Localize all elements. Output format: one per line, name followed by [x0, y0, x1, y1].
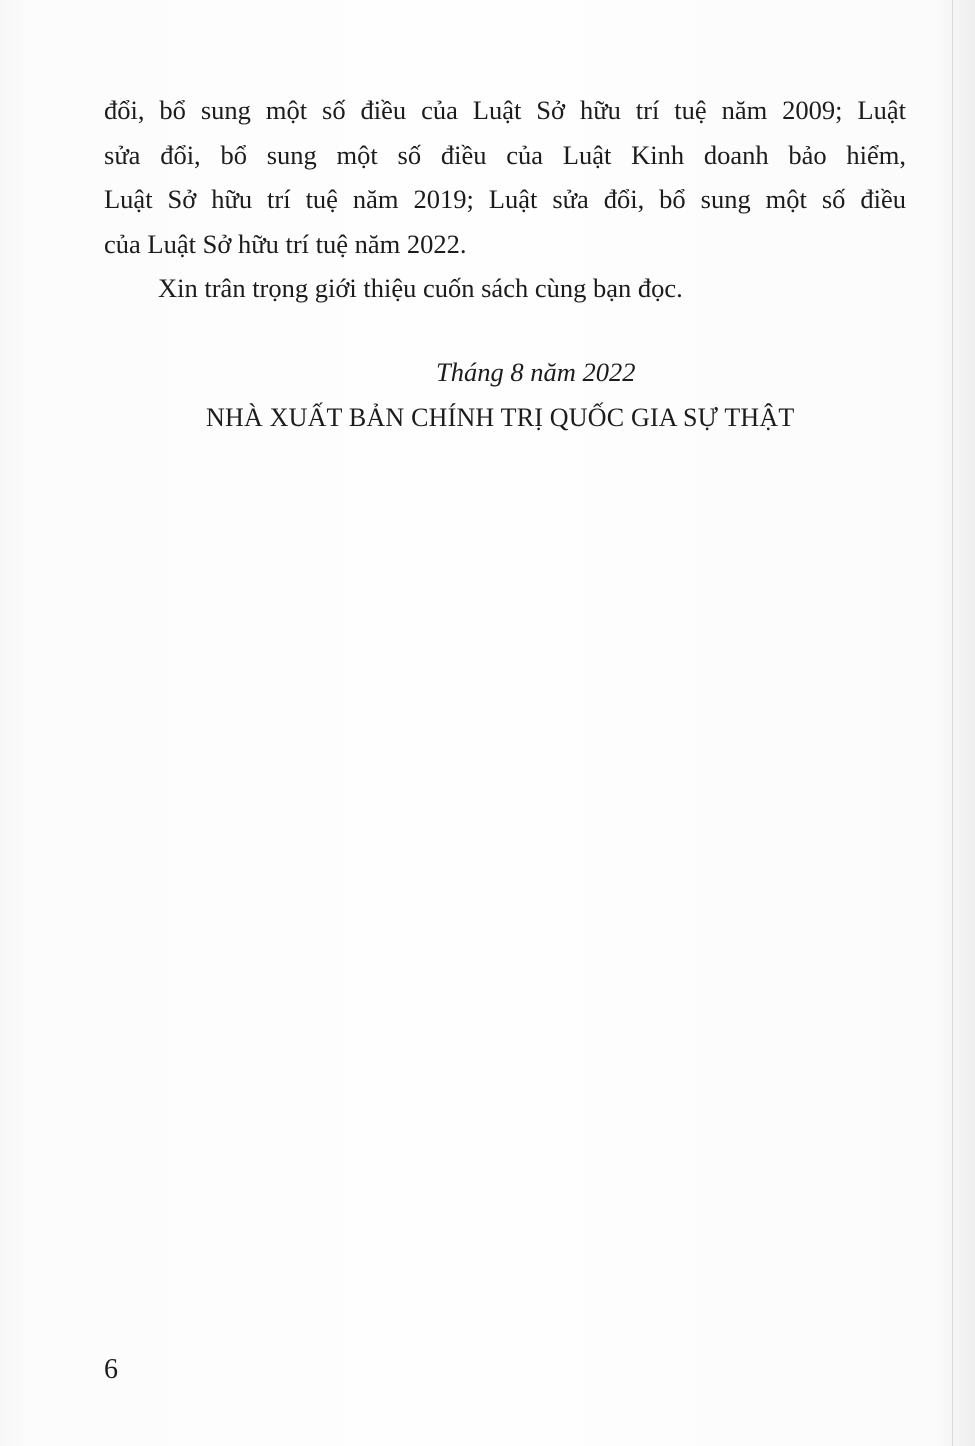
page-number: 6 [104, 1354, 118, 1385]
signature-date: Tháng 8 năm 2022 [436, 357, 636, 387]
paragraph-line: sửa đổi, bổ sung một số điều của Luật Kinh doanh bảo hiểm, [104, 139, 906, 170]
publisher-signature: NHÀ XUẤT BẢN CHÍNH TRỊ QUỐC GIA SỰ THẬT [206, 403, 795, 432]
body-text [104, 88, 906, 311]
page-edge-line [952, 0, 953, 1446]
paragraph-line: đổi, bổ sung một số điều của Luật Sở hữu trí tuệ năm 2009; Luật [104, 95, 906, 125]
paragraph-continuation [104, 88, 906, 266]
paragraph-line: của Luật Sở hữu trí tuệ năm 2022. [104, 228, 467, 259]
paragraph-line: Luật Sở hữu trí tuệ năm 2019; Luật sửa đổi, bổ sung một số điều [104, 184, 906, 214]
closing-paragraph: Xin trân trọng giới thiệu cuốn sách cùng bạn đọc. [158, 273, 683, 303]
